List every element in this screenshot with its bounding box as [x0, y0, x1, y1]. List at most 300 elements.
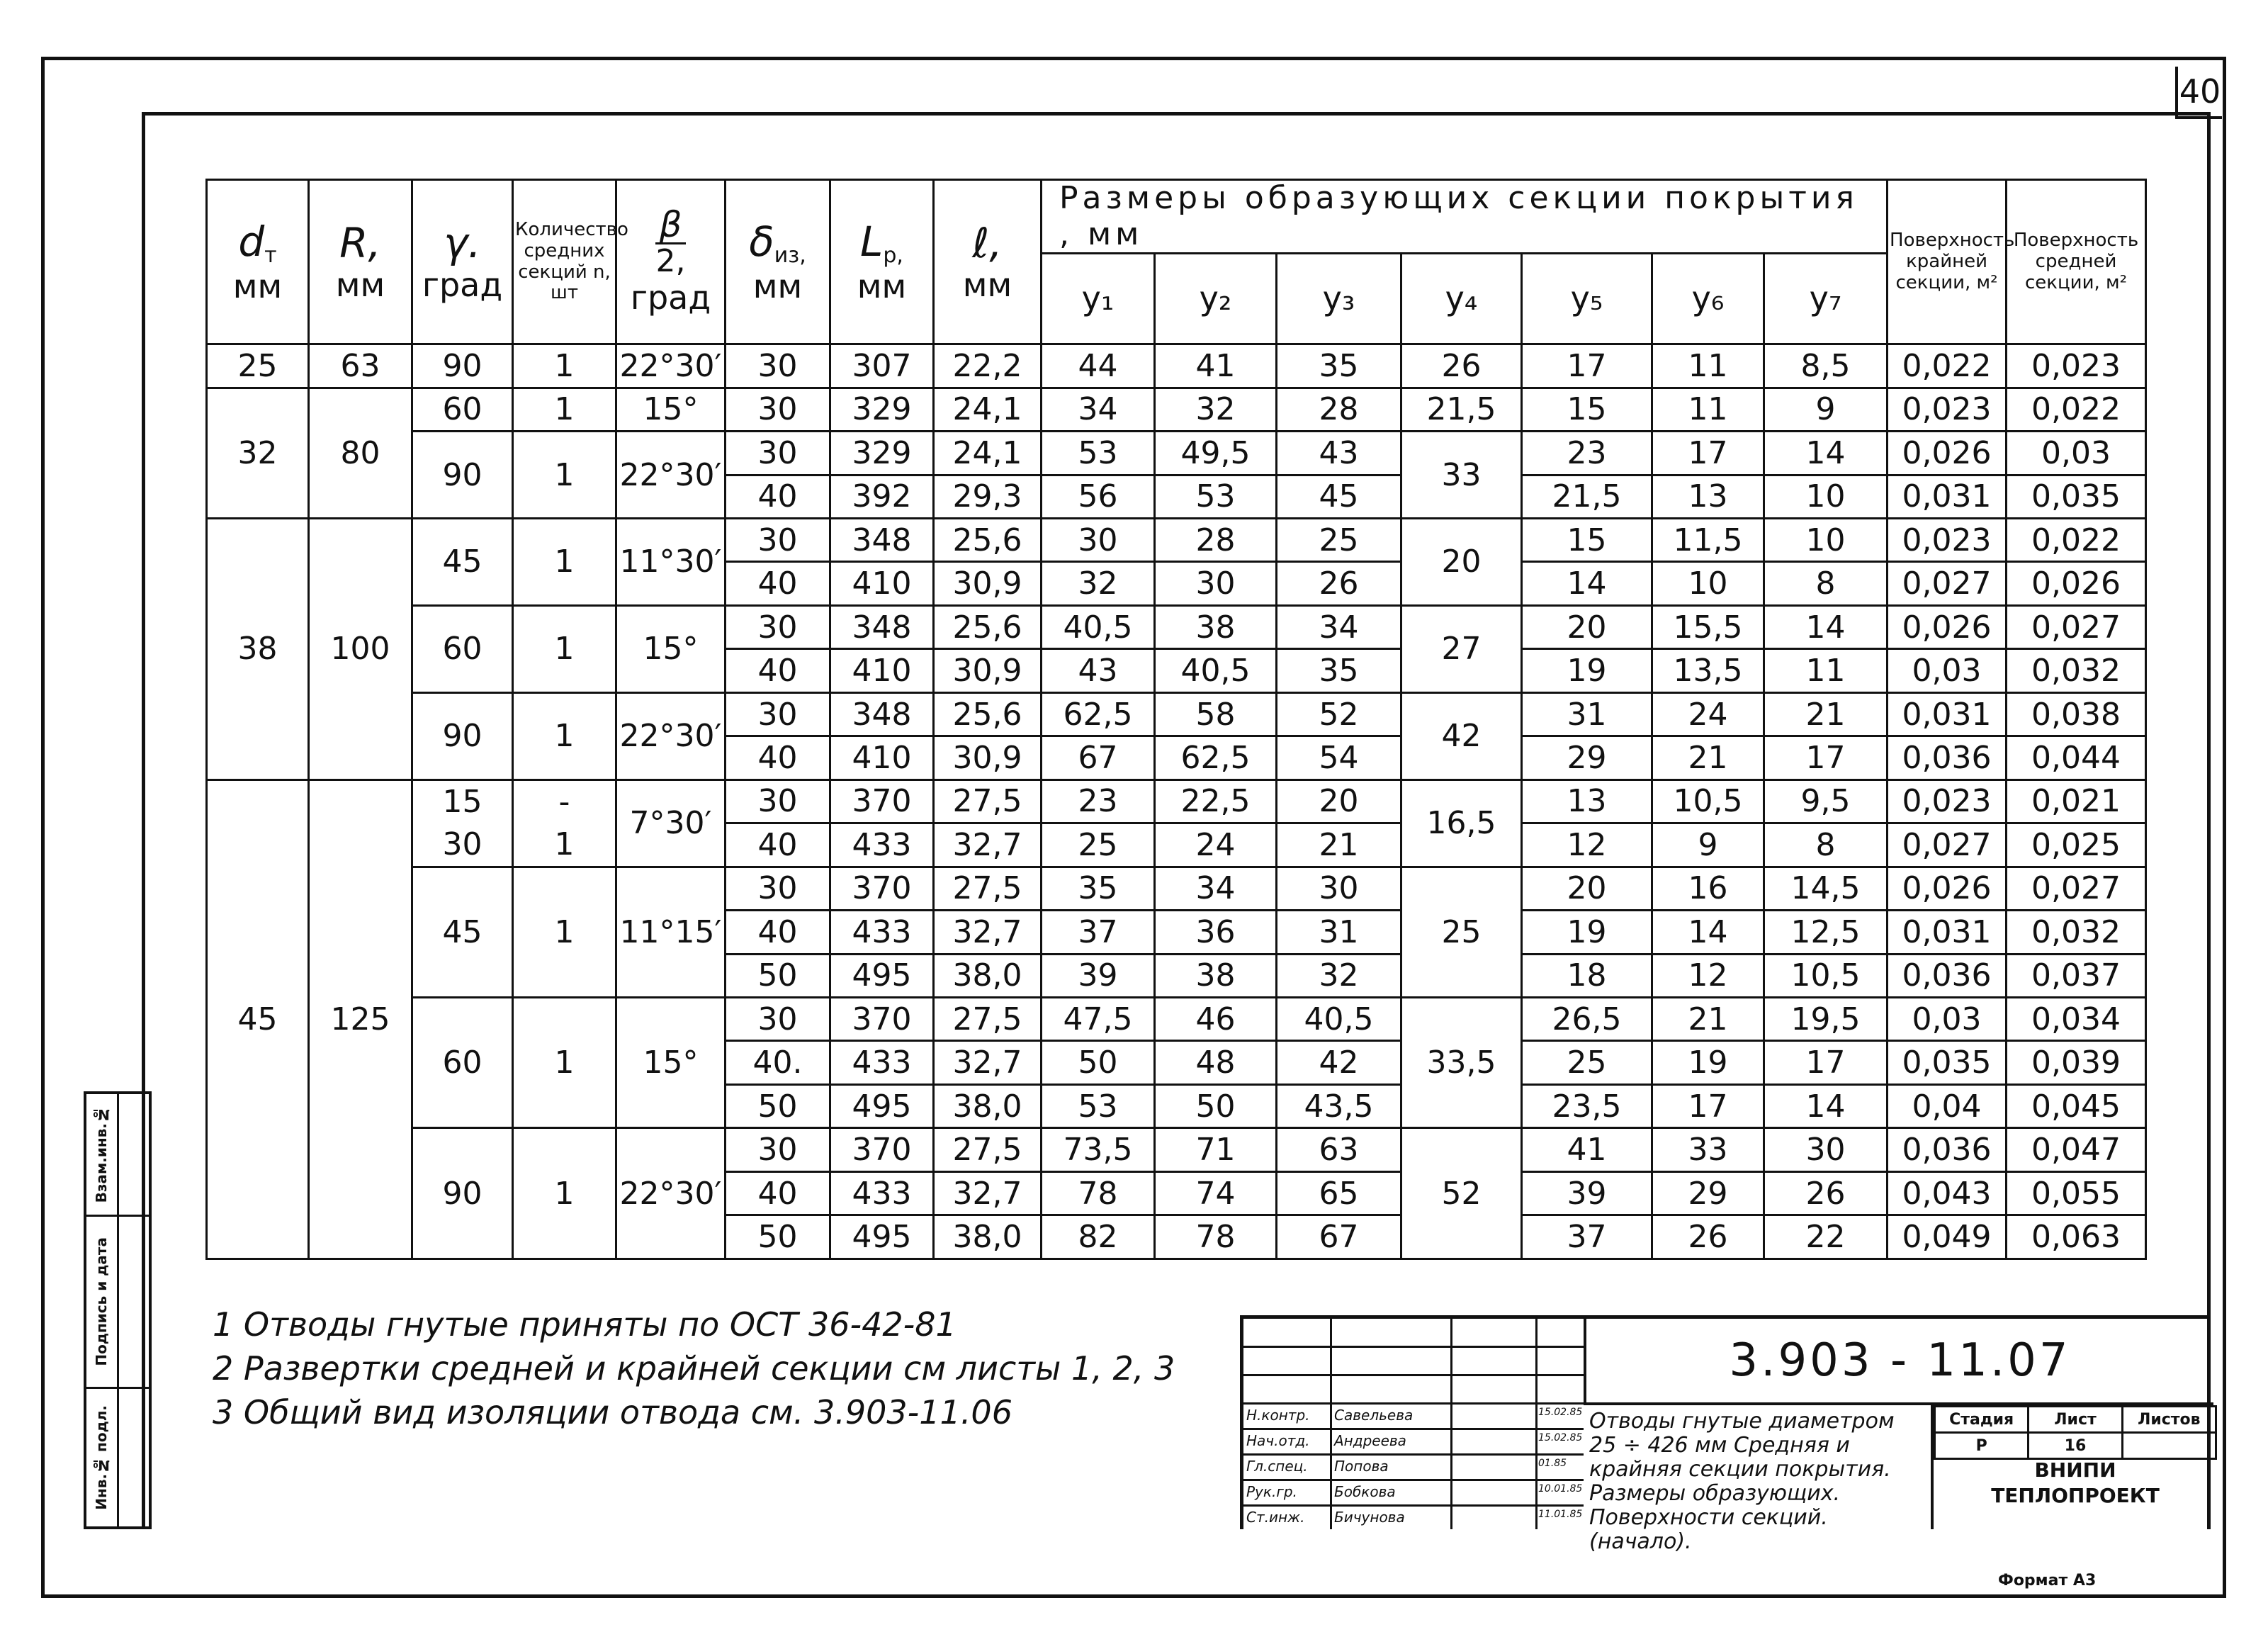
- cell: 43: [1277, 432, 1401, 475]
- cell: 32,7: [934, 911, 1042, 954]
- table-row: [207, 519, 2146, 562]
- cell: 30: [726, 997, 830, 1040]
- cell: 10: [1764, 519, 1888, 562]
- cell: 16: [1652, 867, 1764, 910]
- cell: 34: [1155, 867, 1277, 910]
- cell: 0,027: [2007, 605, 2146, 648]
- cell: 10,5: [1764, 954, 1888, 997]
- cell: 20: [1522, 605, 1652, 648]
- organization: [1934, 1458, 2217, 1509]
- sign-date: 15.02.85: [1538, 1407, 1583, 1418]
- cell: 65: [1277, 1171, 1401, 1215]
- cell-gamma: 90: [412, 1128, 513, 1259]
- cell-n: 1: [513, 867, 616, 997]
- cell: 410: [830, 649, 934, 692]
- cell: 8,5: [1764, 344, 1888, 388]
- cell: 8: [1764, 823, 1888, 867]
- cell: 36: [1155, 911, 1277, 954]
- cell: 0,032: [2007, 911, 2146, 954]
- cell: 32,7: [934, 1041, 1042, 1084]
- cell-y4: 27: [1401, 605, 1522, 692]
- cell: 50: [1155, 1084, 1277, 1127]
- cell: 0,03: [2007, 432, 2146, 475]
- cell: 10,5: [1652, 780, 1764, 823]
- cell: 0,03: [1888, 649, 2007, 692]
- cell: 433: [830, 1171, 934, 1215]
- sign-name: Андреева: [1334, 1432, 1406, 1449]
- col-y5: y₅: [1522, 254, 1652, 344]
- cell: 14: [1522, 562, 1652, 605]
- cell: 0,036: [1888, 954, 2007, 997]
- table-row: [207, 432, 2146, 475]
- cell-n: 1: [513, 519, 616, 606]
- table-row: [207, 1128, 2146, 1171]
- paper-format: Формат А3: [1998, 1572, 2097, 1589]
- note-item: 1 Отводы гнутые приняты по ОСТ 36-42-81: [213, 1305, 957, 1344]
- note-item: 3 Общий вид изоляции отвода см. 3.903-11.06: [213, 1393, 1012, 1431]
- cell: 348: [830, 519, 934, 562]
- sheet-label: Лист: [2029, 1407, 2122, 1433]
- cell: 40,5: [1155, 649, 1277, 692]
- col-beta: $\frac{\beta}{2,}$ град: [616, 180, 726, 344]
- cell: 0,047: [2007, 1128, 2146, 1171]
- cell: 35: [1042, 867, 1155, 910]
- cell: 27,5: [934, 1128, 1042, 1171]
- cell-n: -: [513, 780, 616, 823]
- cell: 433: [830, 1041, 934, 1084]
- col-y3: y₃: [1277, 254, 1401, 344]
- sign-role: Гл.спец.: [1246, 1458, 1308, 1475]
- cell: 29,3: [934, 475, 1042, 518]
- side-stamp-values: [119, 1094, 149, 1526]
- cell: 48: [1155, 1041, 1277, 1084]
- cell: 25,6: [934, 519, 1042, 562]
- cell: 37: [1522, 1215, 1652, 1259]
- sign-role: Н.контр.: [1246, 1407, 1310, 1424]
- cell-beta: 11°15′: [616, 867, 726, 997]
- table-row: [207, 823, 2146, 867]
- cell: 0,031: [1888, 692, 2007, 736]
- cell: 22: [1764, 1215, 1888, 1259]
- cell: 17: [1764, 736, 1888, 780]
- col-y2: y₂: [1155, 254, 1277, 344]
- notes: [213, 1302, 1175, 1434]
- cell-gamma: 60: [412, 388, 513, 431]
- col-y4: y₄: [1401, 254, 1522, 344]
- sign-name: Бобкова: [1334, 1483, 1396, 1500]
- cell: 10: [1764, 475, 1888, 518]
- stage-value: Р: [1935, 1433, 2029, 1459]
- cell: 40: [726, 649, 830, 692]
- cell: 21,5: [1522, 475, 1652, 518]
- col-delta: δиз, мм: [726, 180, 830, 344]
- col-r: R, мм: [309, 180, 412, 344]
- cell: 14: [1764, 432, 1888, 475]
- cell-gamma: 90: [412, 344, 513, 388]
- cell-gamma: 45: [412, 867, 513, 997]
- cell: 12,5: [1764, 911, 1888, 954]
- cell: 0,026: [2007, 562, 2146, 605]
- cell-dt: 45: [207, 780, 309, 1259]
- cell: 19,5: [1764, 997, 1888, 1040]
- cell: 26,5: [1522, 997, 1652, 1040]
- cell-y4: 20: [1401, 519, 1522, 606]
- table-row: [207, 997, 2146, 1040]
- cell: 27,5: [934, 867, 1042, 910]
- cell: 21: [1764, 692, 1888, 736]
- cell: 21: [1652, 997, 1764, 1040]
- cell-r: 100: [309, 519, 412, 780]
- cell: 23: [1522, 432, 1652, 475]
- cell: 41: [1155, 344, 1277, 388]
- cell: 0,055: [2007, 1171, 2146, 1215]
- cell: 11,5: [1652, 519, 1764, 562]
- cell: 21: [1652, 736, 1764, 780]
- side-stamp-label: Взам.инв.№: [93, 1105, 111, 1203]
- cell: 0,023: [1888, 780, 2007, 823]
- cell-y4: 52: [1401, 1128, 1522, 1259]
- side-stamp: [84, 1091, 152, 1529]
- cell: 433: [830, 823, 934, 867]
- cell: 28: [1277, 388, 1401, 431]
- cell: 21,5: [1401, 388, 1522, 431]
- cell: 495: [830, 1084, 934, 1127]
- cell-gamma: 60: [412, 997, 513, 1127]
- sign-date: 15.02.85: [1538, 1432, 1583, 1443]
- cell: 27,5: [934, 997, 1042, 1040]
- cell: 433: [830, 911, 934, 954]
- cell: 31: [1522, 692, 1652, 736]
- cell-y4: 42: [1401, 692, 1522, 780]
- sheets-value: [2122, 1433, 2216, 1459]
- cell: 38,0: [934, 1084, 1042, 1127]
- cell: 23,5: [1522, 1084, 1652, 1127]
- cell-beta: 22°30′: [616, 432, 726, 519]
- cell: 63: [1277, 1128, 1401, 1171]
- cell: 8: [1764, 562, 1888, 605]
- sign-role: Ст.инж.: [1246, 1509, 1305, 1526]
- cell: 20: [1522, 867, 1652, 910]
- cell: 0,03: [1888, 997, 2007, 1040]
- sheets-label: Листов: [2122, 1407, 2216, 1433]
- cell-beta: 15°: [616, 388, 726, 431]
- cell-r: 125: [309, 780, 412, 1259]
- cell: 26: [1277, 562, 1401, 605]
- col-lp: Lр, мм: [830, 180, 934, 344]
- bends-spec-table: [205, 179, 2147, 1260]
- col-dt: dт мм: [207, 180, 309, 344]
- cell: 0,049: [1888, 1215, 2007, 1259]
- cell: 30: [726, 432, 830, 475]
- cell: 0,022: [2007, 388, 2146, 431]
- cell: 30,9: [934, 649, 1042, 692]
- cell: 30: [726, 388, 830, 431]
- cell-beta: 15°: [616, 605, 726, 692]
- cell: 78: [1155, 1215, 1277, 1259]
- cell: 44: [1042, 344, 1155, 388]
- cell: 495: [830, 1215, 934, 1259]
- cell: 0,037: [2007, 954, 2146, 997]
- cell: 19: [1522, 911, 1652, 954]
- cell: 26: [1401, 344, 1522, 388]
- organization-name: ВНИПИ: [2034, 1458, 2116, 1482]
- cell: 45: [1277, 475, 1401, 518]
- cell: 0,027: [1888, 823, 2007, 867]
- cell: 23: [1042, 780, 1155, 823]
- cell: 50: [1042, 1041, 1155, 1084]
- cell: 39: [1522, 1171, 1652, 1215]
- cell-dt: 38: [207, 519, 309, 780]
- cell: 0,035: [2007, 475, 2146, 518]
- cell: 0,045: [2007, 1084, 2146, 1127]
- cell: 40,5: [1277, 997, 1401, 1040]
- col-y6: y₆: [1652, 254, 1764, 344]
- table-row: [207, 692, 2146, 736]
- cell-y4: 33: [1401, 432, 1522, 519]
- cell-beta: 22°30′: [616, 1128, 726, 1259]
- cell: 30,9: [934, 736, 1042, 780]
- cell: 40: [726, 1171, 830, 1215]
- cell: 67: [1042, 736, 1155, 780]
- cell: 62,5: [1042, 692, 1155, 736]
- cell: 30: [726, 1128, 830, 1171]
- col-gamma: γ. град: [412, 180, 513, 344]
- cell: 22,5: [1155, 780, 1277, 823]
- cell-gamma: 60: [412, 605, 513, 692]
- table-row: [207, 780, 2146, 823]
- side-stamp-labels: [86, 1094, 119, 1526]
- cell: 32: [1042, 562, 1155, 605]
- cell-dt: 25: [207, 344, 309, 388]
- cell: 32,7: [934, 1171, 1042, 1215]
- side-stamp-label: Подпись и дата: [93, 1237, 111, 1366]
- note-item: 2 Развертки средней и крайней секции см листы 1, 2, 3: [213, 1349, 1175, 1388]
- cell: 25,6: [934, 692, 1042, 736]
- cell: 40.: [726, 1041, 830, 1084]
- cell: 21: [1277, 823, 1401, 867]
- cell: 39: [1042, 954, 1155, 997]
- cell: 15,5: [1652, 605, 1764, 648]
- table-row: [207, 388, 2146, 431]
- cell-n: 1: [513, 692, 616, 780]
- cell: 19: [1652, 1041, 1764, 1084]
- cell-gamma: 90: [412, 692, 513, 780]
- cell-y4: 33,5: [1401, 997, 1522, 1127]
- sizes-header: Размеры образующих секции покрытия , мм: [1042, 180, 1888, 254]
- cell-y4: 16,5: [1401, 780, 1522, 867]
- cell: 30: [1042, 519, 1155, 562]
- cell: 14: [1652, 911, 1764, 954]
- cell: 35: [1277, 344, 1401, 388]
- sheet-number: 40: [2175, 67, 2222, 119]
- cell-r: 80: [309, 388, 412, 518]
- document-description: Отводы гнутые диаметром 25 ÷ 426 мм Средняя и крайняя секции покрытия. Размеры образующих. Поверхности секций. (начало).: [1589, 1409, 1895, 1554]
- stage-block: [1931, 1405, 2217, 1529]
- sign-date: 11.01.85: [1538, 1509, 1583, 1520]
- cell: 0,035: [1888, 1041, 2007, 1084]
- cell: 11: [1652, 388, 1764, 431]
- cell: 74: [1155, 1171, 1277, 1215]
- sign-date: 10.01.85: [1538, 1483, 1583, 1495]
- cell: 67: [1277, 1215, 1401, 1259]
- cell: 50: [726, 1084, 830, 1127]
- table-row: [207, 867, 2146, 910]
- cell: 18: [1522, 954, 1652, 997]
- cell: 0,026: [1888, 867, 2007, 910]
- cell: 25: [1042, 823, 1155, 867]
- sign-role: Нач.отд.: [1246, 1432, 1310, 1449]
- cell: 33: [1652, 1128, 1764, 1171]
- sign-role: Рук.гр.: [1246, 1483, 1297, 1500]
- cell: 410: [830, 736, 934, 780]
- cell: 0,026: [1888, 432, 2007, 475]
- cell: 25: [1522, 1041, 1652, 1084]
- cell: 17: [1652, 1084, 1764, 1127]
- cell: 0,04: [1888, 1084, 2007, 1127]
- cell: 24,1: [934, 432, 1042, 475]
- cell-n: 1: [513, 344, 616, 388]
- cell: 0,034: [2007, 997, 2146, 1040]
- col-count: Количество средних секций n, шт: [513, 180, 616, 344]
- cell: 0,022: [1888, 344, 2007, 388]
- cell: 329: [830, 432, 934, 475]
- cell: 40: [726, 823, 830, 867]
- cell: 0,038: [2007, 692, 2146, 736]
- cell: 40: [726, 911, 830, 954]
- cell: 11: [1652, 344, 1764, 388]
- cell: 40,5: [1042, 605, 1155, 648]
- col-surface-middle: Поверхность средней секции, м²: [2007, 180, 2146, 344]
- cell: 30: [1277, 867, 1401, 910]
- cell: 50: [726, 1215, 830, 1259]
- col-y1: y₁: [1042, 254, 1155, 344]
- cell: 30: [726, 692, 830, 736]
- cell: 32: [1277, 954, 1401, 997]
- cell: 52: [1277, 692, 1401, 736]
- cell: 17: [1522, 344, 1652, 388]
- cell: 0,022: [2007, 519, 2146, 562]
- cell-gamma: 15: [412, 780, 513, 823]
- cell: 0,043: [1888, 1171, 2007, 1215]
- cell: 0,044: [2007, 736, 2146, 780]
- cell: 0,032: [2007, 649, 2146, 692]
- table-row: [207, 344, 2146, 388]
- cell: 329: [830, 388, 934, 431]
- cell: 43,5: [1277, 1084, 1401, 1127]
- organization-name: ТЕПЛОПРОЕКТ: [1991, 1484, 2160, 1507]
- sheet-value: 16: [2029, 1433, 2122, 1459]
- col-surface-outer: Поверхность крайней секции, м²: [1888, 180, 2007, 344]
- cell-dt: 32: [207, 388, 309, 518]
- cell-n: 1: [513, 1128, 616, 1259]
- cell: 34: [1042, 388, 1155, 431]
- cell: 32,7: [934, 823, 1042, 867]
- cell-n: 1: [513, 432, 616, 519]
- cell: 0,031: [1888, 911, 2007, 954]
- cell: 62,5: [1155, 736, 1277, 780]
- cell: 11: [1764, 649, 1888, 692]
- cell: 27,5: [934, 780, 1042, 823]
- cell: 410: [830, 562, 934, 605]
- cell: 370: [830, 780, 934, 823]
- document-code: 3.903 - 11.07: [1584, 1319, 2213, 1405]
- cell-r: 63: [309, 344, 412, 388]
- cell: 29: [1522, 736, 1652, 780]
- cell: 24: [1155, 823, 1277, 867]
- cell: 0,023: [2007, 344, 2146, 388]
- cell: 25,6: [934, 605, 1042, 648]
- cell: 0,036: [1888, 1128, 2007, 1171]
- cell: 0,025: [2007, 823, 2146, 867]
- cell-beta: 22°30′: [616, 692, 726, 780]
- title-block: [1240, 1315, 2211, 1554]
- cell: 31: [1277, 911, 1401, 954]
- cell: 30: [726, 344, 830, 388]
- col-y7: y₇: [1764, 254, 1888, 344]
- cell: 12: [1652, 954, 1764, 997]
- table-row: [207, 605, 2146, 648]
- cell: 9,5: [1764, 780, 1888, 823]
- cell: 47,5: [1042, 997, 1155, 1040]
- cell: 0,021: [2007, 780, 2146, 823]
- side-stamp-label: Инв.№ подл.: [93, 1405, 111, 1510]
- cell: 82: [1042, 1215, 1155, 1259]
- cell-beta: 11°30′: [616, 519, 726, 606]
- cell: 30: [726, 605, 830, 648]
- cell-beta: 15°: [616, 997, 726, 1127]
- cell: 370: [830, 867, 934, 910]
- stage-label: Стадия: [1935, 1407, 2029, 1433]
- cell-n: 1: [513, 997, 616, 1127]
- cell: 22,2: [934, 344, 1042, 388]
- cell: 14: [1764, 605, 1888, 648]
- cell: 30: [726, 519, 830, 562]
- sign-name: Бичунова: [1334, 1509, 1405, 1526]
- cell: 392: [830, 475, 934, 518]
- cell: 0,039: [2007, 1041, 2146, 1084]
- cell: 35: [1277, 649, 1401, 692]
- cell: 38: [1155, 605, 1277, 648]
- cell: 20: [1277, 780, 1401, 823]
- cell: 28: [1155, 519, 1277, 562]
- cell: 50: [726, 954, 830, 997]
- cell: 73,5: [1042, 1128, 1155, 1171]
- cell: 43: [1042, 649, 1155, 692]
- cell-gamma: 90: [412, 432, 513, 519]
- cell: 34: [1277, 605, 1401, 648]
- cell: 53: [1155, 475, 1277, 518]
- cell: 71: [1155, 1128, 1277, 1171]
- cell: 42: [1277, 1041, 1401, 1084]
- cell: 348: [830, 605, 934, 648]
- cell: 32: [1155, 388, 1277, 431]
- cell-n: 1: [513, 605, 616, 692]
- cell: 29: [1652, 1171, 1764, 1215]
- cell: 15: [1522, 388, 1652, 431]
- cell: 0,027: [2007, 867, 2146, 910]
- cell: 370: [830, 1128, 934, 1171]
- cell: 0,023: [1888, 519, 2007, 562]
- cell: 348: [830, 692, 934, 736]
- cell: 12: [1522, 823, 1652, 867]
- cell: 40: [726, 475, 830, 518]
- cell: 78: [1042, 1171, 1155, 1215]
- cell: 40: [726, 562, 830, 605]
- cell: 0,027: [1888, 562, 2007, 605]
- cell: 41: [1522, 1128, 1652, 1171]
- cell: 54: [1277, 736, 1401, 780]
- cell: 13,5: [1652, 649, 1764, 692]
